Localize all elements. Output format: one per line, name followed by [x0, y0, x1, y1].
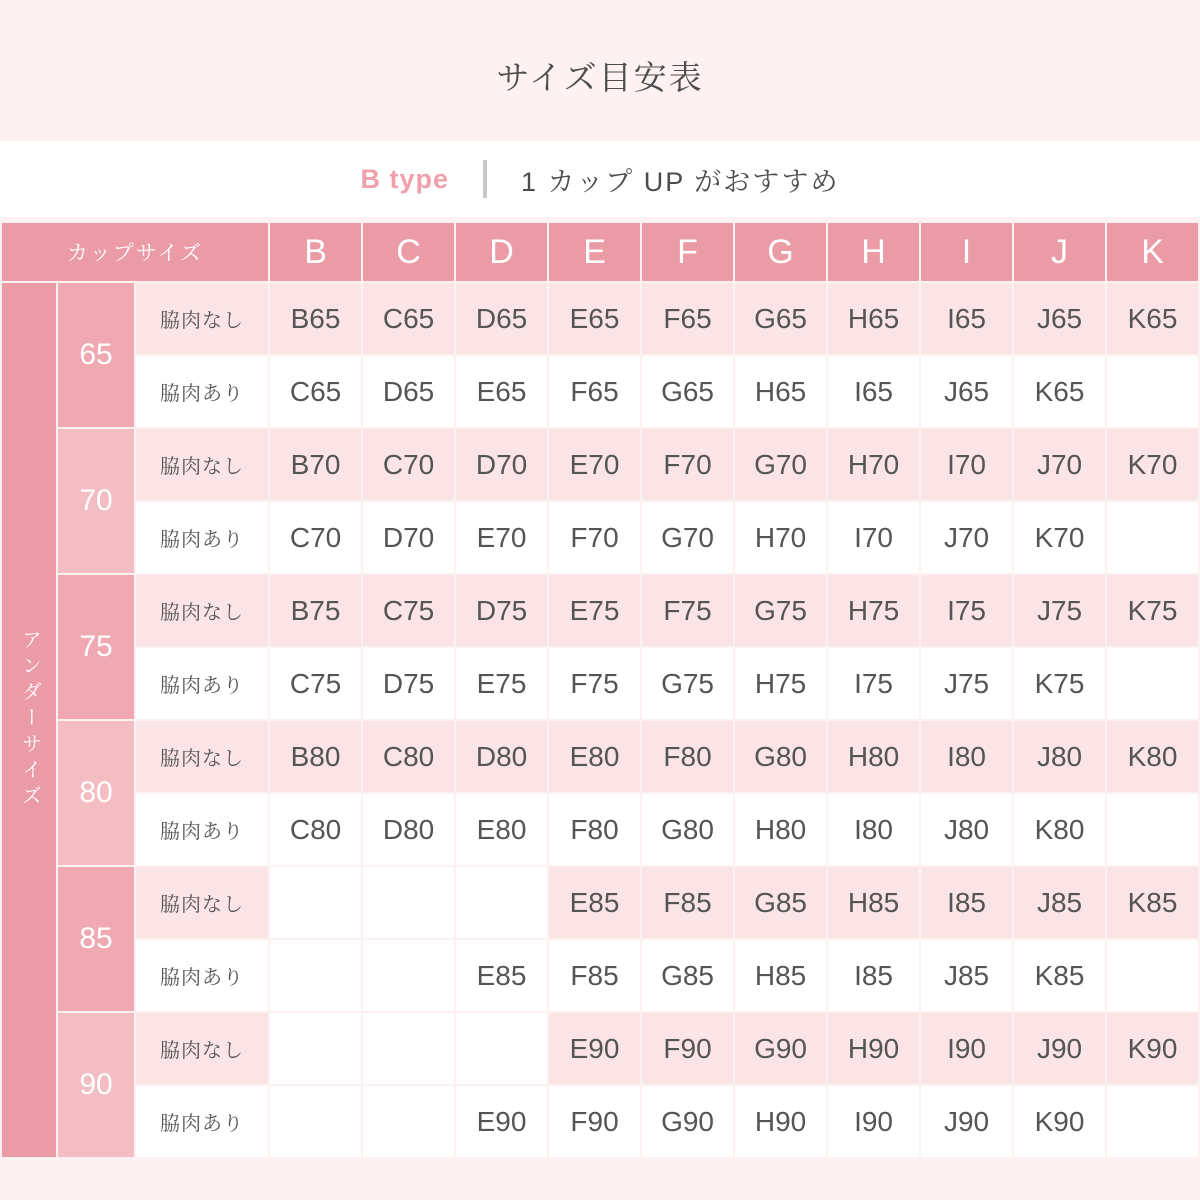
cup-letter-header: I	[921, 223, 1012, 281]
size-cell: B70	[270, 429, 361, 500]
size-cell: G65	[642, 356, 733, 427]
size-cell: H85	[735, 940, 826, 1011]
cup-letter-header: J	[1014, 223, 1105, 281]
size-cell	[1107, 940, 1198, 1011]
cup-letter-header: H	[828, 223, 919, 281]
size-cell: K75	[1107, 575, 1198, 646]
type-description: 1 カップ UP がおすすめ	[520, 166, 840, 197]
size-cell: I75	[828, 648, 919, 719]
row-type-label: 脇肉なし	[136, 429, 268, 500]
size-cell	[1107, 1086, 1198, 1157]
size-cell: J65	[1014, 283, 1105, 354]
size-cell: D70	[363, 502, 454, 573]
size-cell: F80	[642, 721, 733, 792]
under-size-axis-label	[2, 283, 56, 1157]
size-cell	[456, 867, 547, 938]
under-size-value: 65	[58, 283, 134, 427]
size-cell: G70	[735, 429, 826, 500]
size-cell: F65	[642, 283, 733, 354]
page-title: サイズ目安表	[496, 59, 704, 96]
size-cell: K75	[1014, 648, 1105, 719]
table-header-row	[2, 223, 1198, 281]
size-cell: K85	[1107, 867, 1198, 938]
size-cell: J90	[921, 1086, 1012, 1157]
row-type-label: 脇肉なし	[136, 721, 268, 792]
row-type-label: 脇肉なし	[136, 575, 268, 646]
size-cell	[270, 1086, 361, 1157]
table-row	[2, 794, 1198, 865]
row-type-label: 脇肉なし	[136, 283, 268, 354]
size-cell: H90	[735, 1086, 826, 1157]
type-label: B type	[360, 163, 449, 194]
row-type-label: 脇肉あり	[136, 1086, 268, 1157]
cup-letter-header: F	[642, 223, 733, 281]
type-banner	[0, 141, 1200, 217]
row-type-label: 脇肉あり	[136, 940, 268, 1011]
size-cell: E75	[456, 648, 547, 719]
cup-letter-header: G	[735, 223, 826, 281]
size-cell: H70	[828, 429, 919, 500]
size-cell	[363, 1086, 454, 1157]
size-cell: K70	[1014, 502, 1105, 573]
size-cell: J70	[921, 502, 1012, 573]
size-cell	[363, 940, 454, 1011]
size-cell: C70	[363, 429, 454, 500]
size-cell: J70	[1014, 429, 1105, 500]
under-size-value: 75	[58, 575, 134, 719]
size-cell: I85	[921, 867, 1012, 938]
size-cell: K70	[1107, 429, 1198, 500]
size-cell: H75	[735, 648, 826, 719]
size-cell: E90	[549, 1013, 640, 1084]
size-cell: K90	[1107, 1013, 1198, 1084]
size-cell: G80	[642, 794, 733, 865]
size-cell: H85	[828, 867, 919, 938]
cup-letter-header: K	[1107, 223, 1198, 281]
cup-letter-header: E	[549, 223, 640, 281]
size-cell	[270, 940, 361, 1011]
size-cell: D70	[456, 429, 547, 500]
row-type-label: 脇肉なし	[136, 1013, 268, 1084]
size-cell: E80	[456, 794, 547, 865]
size-cell: F85	[642, 867, 733, 938]
size-cell: C75	[363, 575, 454, 646]
size-cell: J75	[921, 648, 1012, 719]
size-cell: H75	[828, 575, 919, 646]
size-cell: K85	[1014, 940, 1105, 1011]
cup-letter-header: D	[456, 223, 547, 281]
size-cell: F65	[549, 356, 640, 427]
size-cell: C75	[270, 648, 361, 719]
table-row	[2, 940, 1198, 1011]
table-row	[2, 1086, 1198, 1157]
size-cell: E90	[456, 1086, 547, 1157]
table-row	[2, 648, 1198, 719]
size-cell: D65	[363, 356, 454, 427]
under-size-value: 80	[58, 721, 134, 865]
under-size-value: 70	[58, 429, 134, 573]
row-type-label: 脇肉あり	[136, 502, 268, 573]
size-cell: B80	[270, 721, 361, 792]
size-cell: C65	[363, 283, 454, 354]
size-cell: K65	[1107, 283, 1198, 354]
size-cell: G90	[642, 1086, 733, 1157]
size-cell: I65	[828, 356, 919, 427]
row-type-label: 脇肉あり	[136, 648, 268, 719]
size-cell: B65	[270, 283, 361, 354]
size-cell: G75	[735, 575, 826, 646]
size-cell: F90	[642, 1013, 733, 1084]
size-cell	[1107, 356, 1198, 427]
size-cell: J85	[1014, 867, 1105, 938]
size-cell: F75	[549, 648, 640, 719]
size-cell	[363, 867, 454, 938]
size-cell: B75	[270, 575, 361, 646]
size-cell: H65	[828, 283, 919, 354]
size-cell: I90	[921, 1013, 1012, 1084]
size-cell: D75	[456, 575, 547, 646]
size-cell: J90	[1014, 1013, 1105, 1084]
size-cell: E85	[456, 940, 547, 1011]
size-cell: I80	[921, 721, 1012, 792]
size-cell: I65	[921, 283, 1012, 354]
size-cell: K90	[1014, 1086, 1105, 1157]
table-row	[2, 502, 1198, 573]
size-cell: F70	[642, 429, 733, 500]
size-cell	[363, 1013, 454, 1084]
size-cell	[1107, 648, 1198, 719]
table-row	[2, 575, 1198, 646]
size-cell: F90	[549, 1086, 640, 1157]
size-cell: J80	[921, 794, 1012, 865]
row-type-label: 脇肉あり	[136, 794, 268, 865]
size-cell: C65	[270, 356, 361, 427]
size-cell: G80	[735, 721, 826, 792]
size-cell: G90	[735, 1013, 826, 1084]
size-cell: I75	[921, 575, 1012, 646]
size-cell: H70	[735, 502, 826, 573]
cup-letter-header: C	[363, 223, 454, 281]
size-cell: E85	[549, 867, 640, 938]
row-type-label: 脇肉なし	[136, 867, 268, 938]
table-row	[2, 283, 1198, 354]
size-cell	[270, 867, 361, 938]
size-cell: H80	[735, 794, 826, 865]
size-cell: G70	[642, 502, 733, 573]
size-cell	[456, 1013, 547, 1084]
under-size-value: 85	[58, 867, 134, 1011]
size-cell: C70	[270, 502, 361, 573]
size-cell: I90	[828, 1086, 919, 1157]
size-cell: J85	[921, 940, 1012, 1011]
size-cell: J75	[1014, 575, 1105, 646]
size-cell: I70	[921, 429, 1012, 500]
size-cell: F85	[549, 940, 640, 1011]
table-row	[2, 356, 1198, 427]
size-cell: D80	[456, 721, 547, 792]
table-row	[2, 721, 1198, 792]
size-cell: H65	[735, 356, 826, 427]
size-cell: E70	[456, 502, 547, 573]
size-cell	[1107, 502, 1198, 573]
row-type-label: 脇肉あり	[136, 356, 268, 427]
size-cell: F75	[642, 575, 733, 646]
size-cell: H80	[828, 721, 919, 792]
size-cell: G75	[642, 648, 733, 719]
size-cell: E80	[549, 721, 640, 792]
size-cell	[1107, 794, 1198, 865]
size-cell: I80	[828, 794, 919, 865]
size-cell: K65	[1014, 356, 1105, 427]
size-cell: H90	[828, 1013, 919, 1084]
size-cell: E75	[549, 575, 640, 646]
size-cell: F70	[549, 502, 640, 573]
size-cell: D75	[363, 648, 454, 719]
size-cell: E65	[456, 356, 547, 427]
size-cell: C80	[363, 721, 454, 792]
size-cell: G85	[642, 940, 733, 1011]
size-cell: F80	[549, 794, 640, 865]
table-row	[2, 867, 1198, 938]
under-size-axis-text: アンダーサイズ	[18, 629, 41, 811]
size-cell: D80	[363, 794, 454, 865]
size-cell: K80	[1107, 721, 1198, 792]
size-cell: I70	[828, 502, 919, 573]
size-cell: I85	[828, 940, 919, 1011]
size-cell: K80	[1014, 794, 1105, 865]
size-cell: G85	[735, 867, 826, 938]
cup-size-header: カップサイズ	[2, 223, 268, 281]
size-cell: C80	[270, 794, 361, 865]
size-cell: J65	[921, 356, 1012, 427]
table-row	[2, 1013, 1198, 1084]
table-row	[2, 429, 1198, 500]
size-cell: E65	[549, 283, 640, 354]
size-table	[0, 221, 1200, 1159]
size-cell: J80	[1014, 721, 1105, 792]
size-cell	[270, 1013, 361, 1084]
size-cell: E70	[549, 429, 640, 500]
under-size-value: 90	[58, 1013, 134, 1157]
size-cell: G65	[735, 283, 826, 354]
size-cell: D65	[456, 283, 547, 354]
cup-letter-header: B	[270, 223, 361, 281]
